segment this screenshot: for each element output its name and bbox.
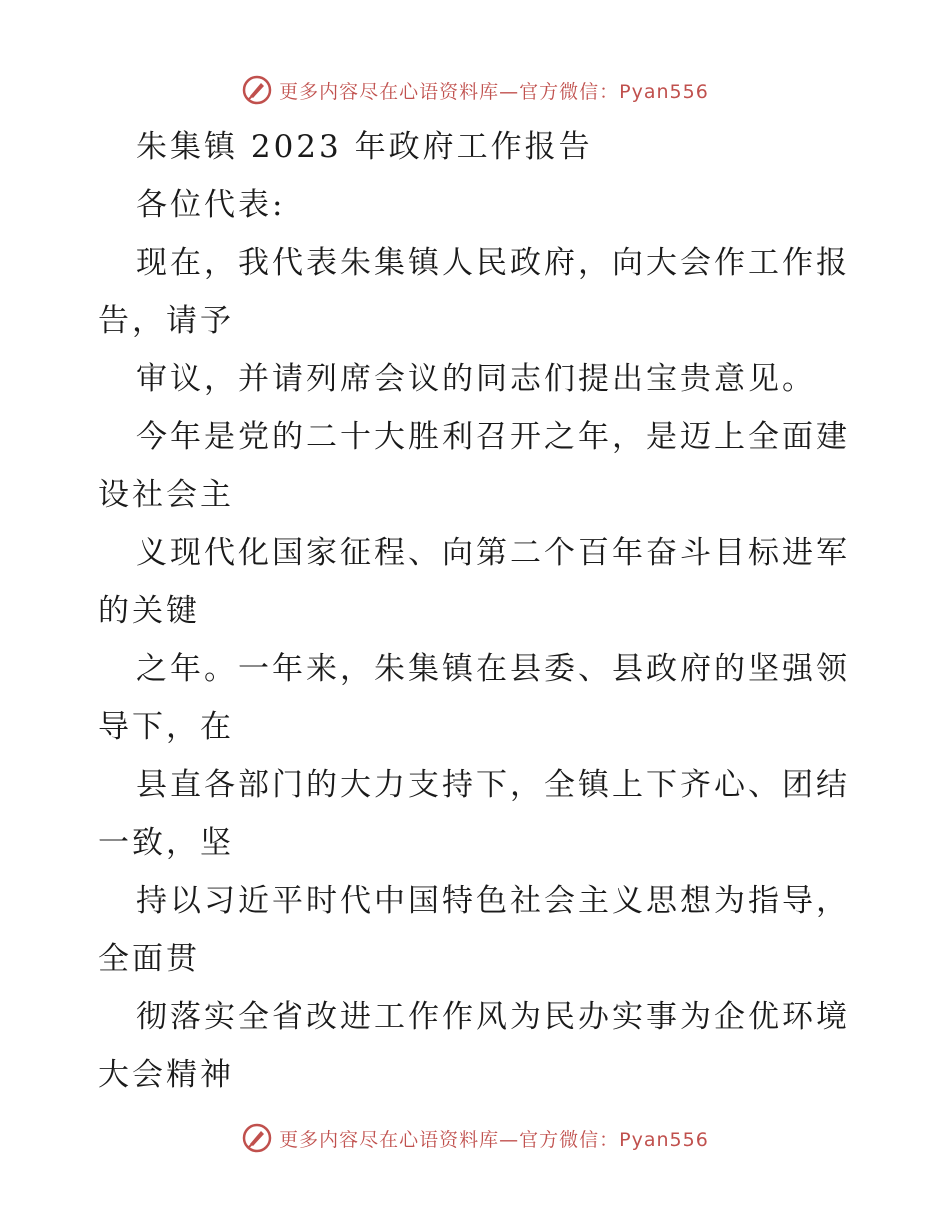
text-line: 彻落实全省改进工作作风为民办实事为企优环境 [136,999,850,1035]
watermark-text: 更多内容尽在心语资料库—官方微信：Pyan556 [279,1128,709,1151]
footer-watermark [0,1118,950,1158]
text-line: 导下，在 [98,709,234,745]
text-line: 告，请予 [98,303,234,339]
document-title: 朱集镇 2023 年政府工作报告 [136,129,593,165]
text-line: 一致，坚 [98,825,234,861]
text-line: 设社会主 [98,477,234,513]
text-line: 的关键 [98,593,200,629]
text-line: 审议，并请列席会议的同志们提出宝贵意见。 [136,361,816,397]
text-line: 各位代表: [136,187,286,223]
text-line: 县直各部门的大力支持下，全镇上下齐心、团结 [136,767,850,803]
header-watermark [0,70,950,110]
text-line: 今年是党的二十大胜利召开之年，是迈上全面建 [136,419,850,455]
quill-pen-logo-icon [241,1122,273,1154]
quill-pen-logo-icon [241,74,273,106]
text-line: 全面贯 [98,941,200,977]
document-body [98,118,858,1104]
text-line: 持以习近平时代中国特色社会主义思想为指导， [136,883,850,919]
text-line: 大会精神 [98,1057,234,1093]
text-line: 现在，我代表朱集镇人民政府，向大会作工作报 [136,245,850,281]
watermark-text: 更多内容尽在心语资料库—官方微信：Pyan556 [279,80,709,103]
text-line: 义现代化国家征程、向第二个百年奋斗目标进军 [136,535,850,571]
text-line: 之年。一年来，朱集镇在县委、县政府的坚强领 [136,651,850,687]
